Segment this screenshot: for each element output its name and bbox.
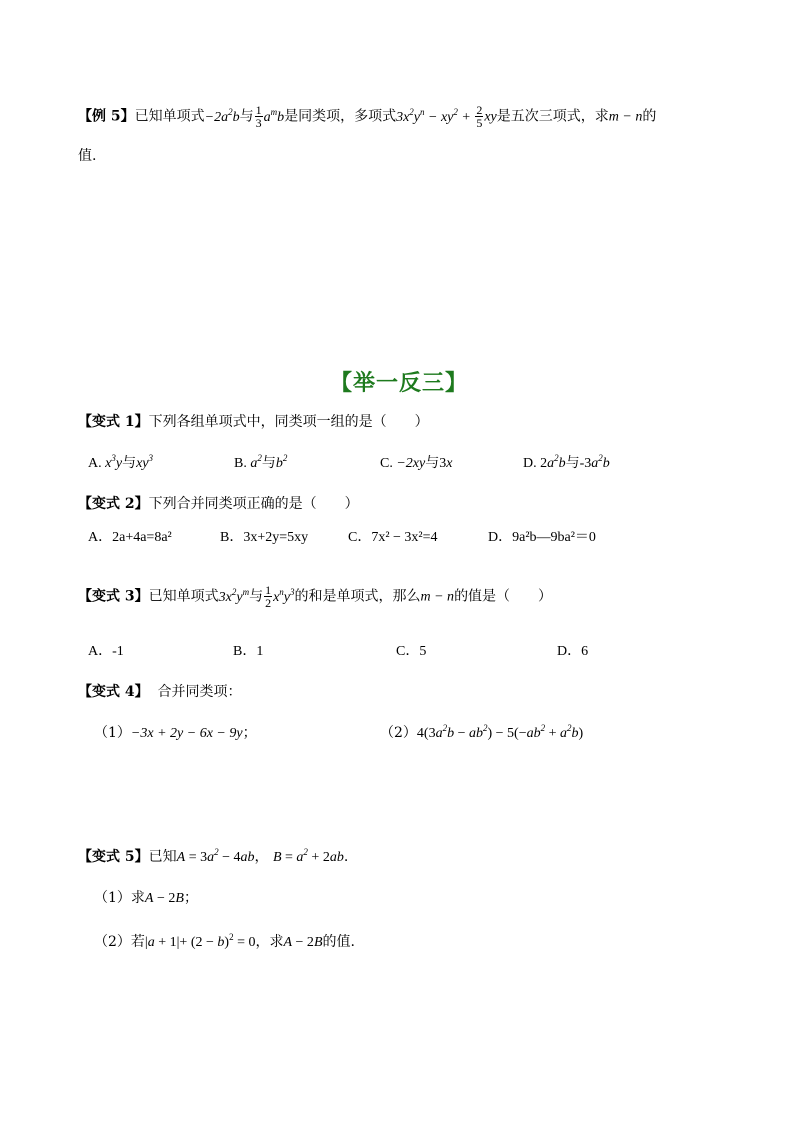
example-5-line-2: 值.: [78, 148, 97, 164]
part-2-end: 的值.: [322, 934, 355, 950]
definition-a: A: [176, 850, 186, 865]
variant-3-text-2: 与: [249, 588, 264, 605]
variant-2-option-d: D．9a²b—9ba²＝0: [488, 530, 596, 545]
monomial-b: $x^ny^3$: [273, 586, 295, 605]
polynomial-term: xy: [484, 109, 497, 125]
option-d-and: 与: [565, 456, 580, 471]
variant-2-question: 下列合并同类项正确的是（ ）: [148, 496, 359, 512]
variant-3-text-1: 已知单项式: [148, 588, 219, 605]
variant-5-part-1: （1）求A − 2B；: [94, 890, 198, 906]
variant-4-stem: [78, 681, 242, 701]
variant-3-stem: [78, 584, 552, 609]
variant-3-option-a: A．-1: [88, 644, 124, 659]
fraction-one-third: $\frac{1}{3}$: [255, 103, 262, 130]
option-b-and: 与: [261, 456, 276, 471]
fraction-one-half: $\frac{1}{2}$: [265, 583, 272, 610]
variant-1-question: 下列各组单项式中，同类项一组的是（ ）: [148, 414, 429, 430]
variant-2-option-a: A．2a+4a=8a²: [88, 530, 172, 545]
part-2-mid: ，求: [255, 934, 284, 950]
variant-5-label: 【变式 5】: [78, 849, 149, 865]
variant-5-text-2: ，: [254, 849, 269, 865]
variant-3-text-4: 的值是（ ）: [454, 588, 553, 605]
variant-1-label: 【变式 1】: [78, 414, 149, 430]
variant-1-stem: [78, 411, 429, 431]
variant-1-option-d: D. $2a^2b$与$-3a^2b$: [523, 453, 610, 471]
definition-b: B: [272, 850, 282, 865]
option-a-letter: A.: [88, 456, 102, 471]
variant-5-text-1: 已知: [148, 849, 177, 865]
variant-3-option-b: B．1: [233, 644, 264, 659]
monomial-1: $-2a^2b$: [204, 106, 240, 125]
part-2-number: （2）: [380, 725, 417, 741]
variant-5-text-3: .: [343, 849, 349, 865]
example-5-label: 【例 5】: [78, 108, 135, 125]
variant-4-label: 【变式 4】: [78, 684, 149, 700]
part-2-text: （2）若: [94, 934, 145, 950]
option-a-and: 与: [122, 456, 137, 471]
option-d-letter: D.: [523, 456, 537, 471]
example-5-line-1: [78, 104, 656, 129]
variant-4-part-1: （1）−3x + 2y − 6x − 9y；: [94, 725, 257, 741]
variant-2-option-c: C．7x² − 3x²=4: [348, 530, 438, 545]
monomial-2: $a^mb$: [263, 106, 285, 125]
expr-m-minus-n: m − n: [608, 109, 643, 125]
variant-3-option-c: C．5: [396, 644, 427, 659]
monomial-a: $3x^2y^m$: [218, 586, 250, 605]
variant-4-question: 合并同类项：: [157, 684, 242, 700]
example-5-text-2: 与: [239, 108, 254, 125]
example-5-text-1: 已知单项式: [134, 108, 205, 125]
option-c-and: 与: [425, 456, 440, 471]
variant-1-option-a: A. $x^3y$与$xy^3$: [88, 453, 153, 471]
variant-3-option-d: D．6: [557, 644, 589, 659]
part-1-number: （1）: [94, 725, 131, 741]
polynomial: $3x^2y^n - xy^2$ +: [396, 106, 475, 125]
variant-2-option-b: B．3x+2y=5xy: [220, 530, 309, 545]
expr-m-minus-n-2: m − n: [420, 589, 455, 605]
variant-5-part-2: （2）若$|a + 1|+ (2 - b)^2 = 0$，求A − 2B的值.: [94, 932, 355, 950]
part-1-end: ；: [242, 725, 257, 741]
variant-3-label: 【变式 3】: [78, 588, 149, 605]
variant-5-stem: 【变式 5】已知$A = 3a^2 - 4ab$， $B = a^2 + 2ab$.: [78, 847, 349, 865]
variant-4-part-2: $(2)4(3a^2b - ab^2) - 5(-ab^2 + a^2b)$: [380, 723, 584, 741]
variant-1-option-b: B. $a^2$与$b^2$: [234, 453, 288, 471]
variant-2-stem: [78, 493, 359, 513]
option-b-letter: B.: [234, 456, 247, 471]
example-5-text-5: 的: [642, 108, 657, 125]
fraction-two-fifths: $\frac{2}{5}$: [476, 103, 483, 130]
variant-3-text-3: 的和是单项式，那么: [294, 588, 421, 605]
example-5-text-4: 是五次三项式，求: [496, 108, 609, 125]
variant-2-label: 【变式 2】: [78, 496, 149, 512]
section-heading: 【举一反三】: [330, 371, 469, 396]
part-1-text: （1）求: [94, 890, 145, 906]
part-1-end-mark: ；: [183, 890, 198, 906]
variant-1-option-c: C. −2xy与3x: [380, 456, 453, 471]
example-5-text-3: 是同类项，多项式: [284, 108, 397, 125]
option-c-letter: C.: [380, 456, 393, 471]
